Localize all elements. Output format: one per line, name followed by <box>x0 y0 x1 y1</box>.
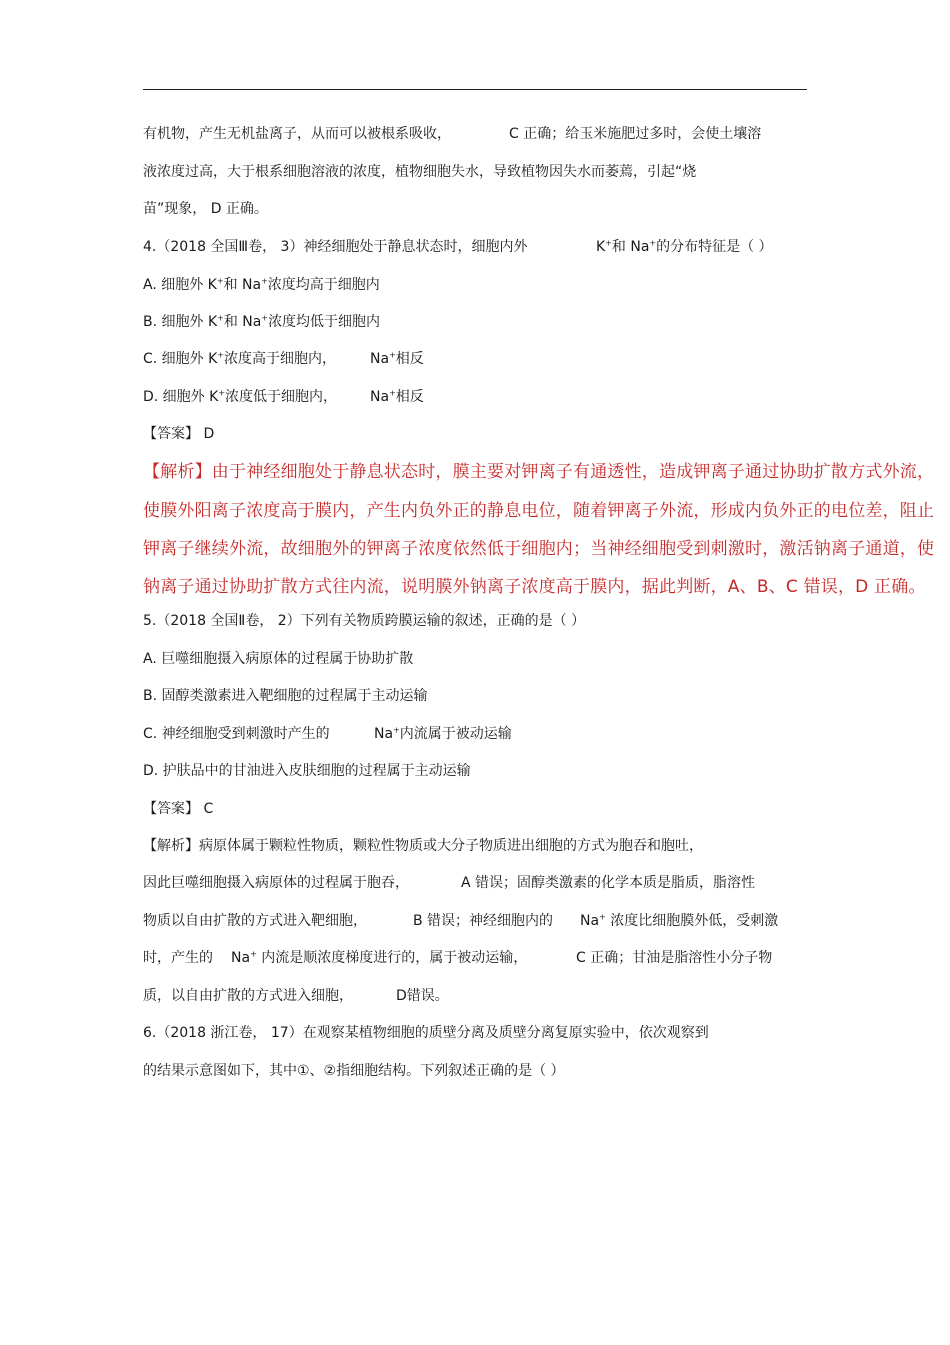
question-stem: 的结果示意图如下，其中①、②指细胞结构。下列叙述正确的是（ ） <box>143 1063 565 1079</box>
option-c-tail: Na+相反 <box>370 350 424 367</box>
option-b: B. 细胞外 K+和 Na+浓度均低于细胞内 <box>143 313 381 330</box>
explanation-line: 【解析】由于神经细胞处于静息状态时，膜主要对钾离子有通透性，造成钾离子通过协助扩散方式外流， <box>143 462 935 482</box>
explanation-line: 物质以自由扩散的方式进入靶细胞， <box>143 913 367 929</box>
explanation-line: 因此巨噬细胞摄入病原体的过程属于胞吞， <box>143 875 409 891</box>
question-stem: 4.（2018 全国Ⅲ卷， 3）神经细胞处于静息状态时，细胞内外 <box>143 239 528 255</box>
explanation-line: D错误。 <box>396 988 449 1004</box>
explanation-line: 钾离子继续外流，故细胞外的钾离子浓度依然低于细胞内；当神经细胞受到刺激时，激活钠离子通道，使 <box>143 539 935 559</box>
question-stem-ions: K+和 Na+的分布特征是（ ） <box>596 238 773 255</box>
text-line: 液浓度过高，大于根系细胞溶液的浓度，植物细胞失水，导致植物因失水而萎蔫，引起“烧 <box>143 164 697 180</box>
option-c: C. 神经细胞受到刺激时产生的 <box>143 726 330 742</box>
explanation-line: 钠离子通过协助扩散方式往内流，说明膜外钠离子浓度高于膜内，据此判断，A、B、C 错误，D 正确。 <box>143 577 926 597</box>
explanation-line: Na+ 内流是顺浓度梯度进行的，属于被动运输， <box>231 949 528 966</box>
answer: 【答案】 D <box>143 426 215 442</box>
explanation-line: Na+ 浓度比细胞膜外低，受刺激 <box>580 912 779 929</box>
explanation-line: C 正确；甘油是脂溶性小分子物 <box>576 950 773 966</box>
explanation-line: B 错误；神经细胞内的 <box>413 913 554 929</box>
option-d: D. 细胞外 K+浓度低于细胞内， <box>143 388 338 405</box>
explanation-line: 【解析】病原体属于颗粒性物质，颗粒性物质或大分子物质进出细胞的方式为胞吞和胞吐， <box>143 838 703 854</box>
option-c-tail: Na+内流属于被动运输 <box>374 725 512 742</box>
explanation-line: 使膜外阳离子浓度高于膜内，产生内负外正的静息电位，随着钾离子外流，形成内负外正的电位差，阻止 <box>143 501 935 521</box>
explanation-line: A 错误；固醇类激素的化学本质是脂质，脂溶性 <box>461 875 756 891</box>
question-stem: 5.（2018 全国Ⅱ卷， 2）下列有关物质跨膜运输的叙述，正确的是（ ） <box>143 613 586 629</box>
explanation-line: 时，产生的 <box>143 950 213 966</box>
text-line: 苗”现象， D 正确。 <box>143 201 268 217</box>
question-stem: 6.（2018 浙江卷， 17）在观察某植物细胞的质壁分离及质壁分离复原实验中，依次观察到 <box>143 1025 709 1041</box>
option-c: C. 细胞外 K+浓度高于细胞内， <box>143 350 337 367</box>
text-line: 有机物，产生无机盐离子，从而可以被根系吸收， <box>143 126 451 142</box>
answer: 【答案】 C <box>143 801 214 817</box>
header-rule <box>143 89 807 90</box>
explanation-line: 质，以自由扩散的方式进入细胞， <box>143 988 353 1004</box>
option-b: B. 固醇类激素进入靶细胞的过程属于主动运输 <box>143 688 428 704</box>
option-d: D. 护肤品中的甘油进入皮肤细胞的过程属于主动运输 <box>143 763 471 779</box>
text-line: C 正确；给玉米施肥过多时，会使土壤溶 <box>509 126 762 142</box>
option-a: A. 巨噬细胞摄入病原体的过程属于协助扩散 <box>143 651 414 667</box>
option-a: A. 细胞外 K+和 Na+浓度均高于细胞内 <box>143 276 380 293</box>
option-d-tail: Na+相反 <box>370 388 424 405</box>
